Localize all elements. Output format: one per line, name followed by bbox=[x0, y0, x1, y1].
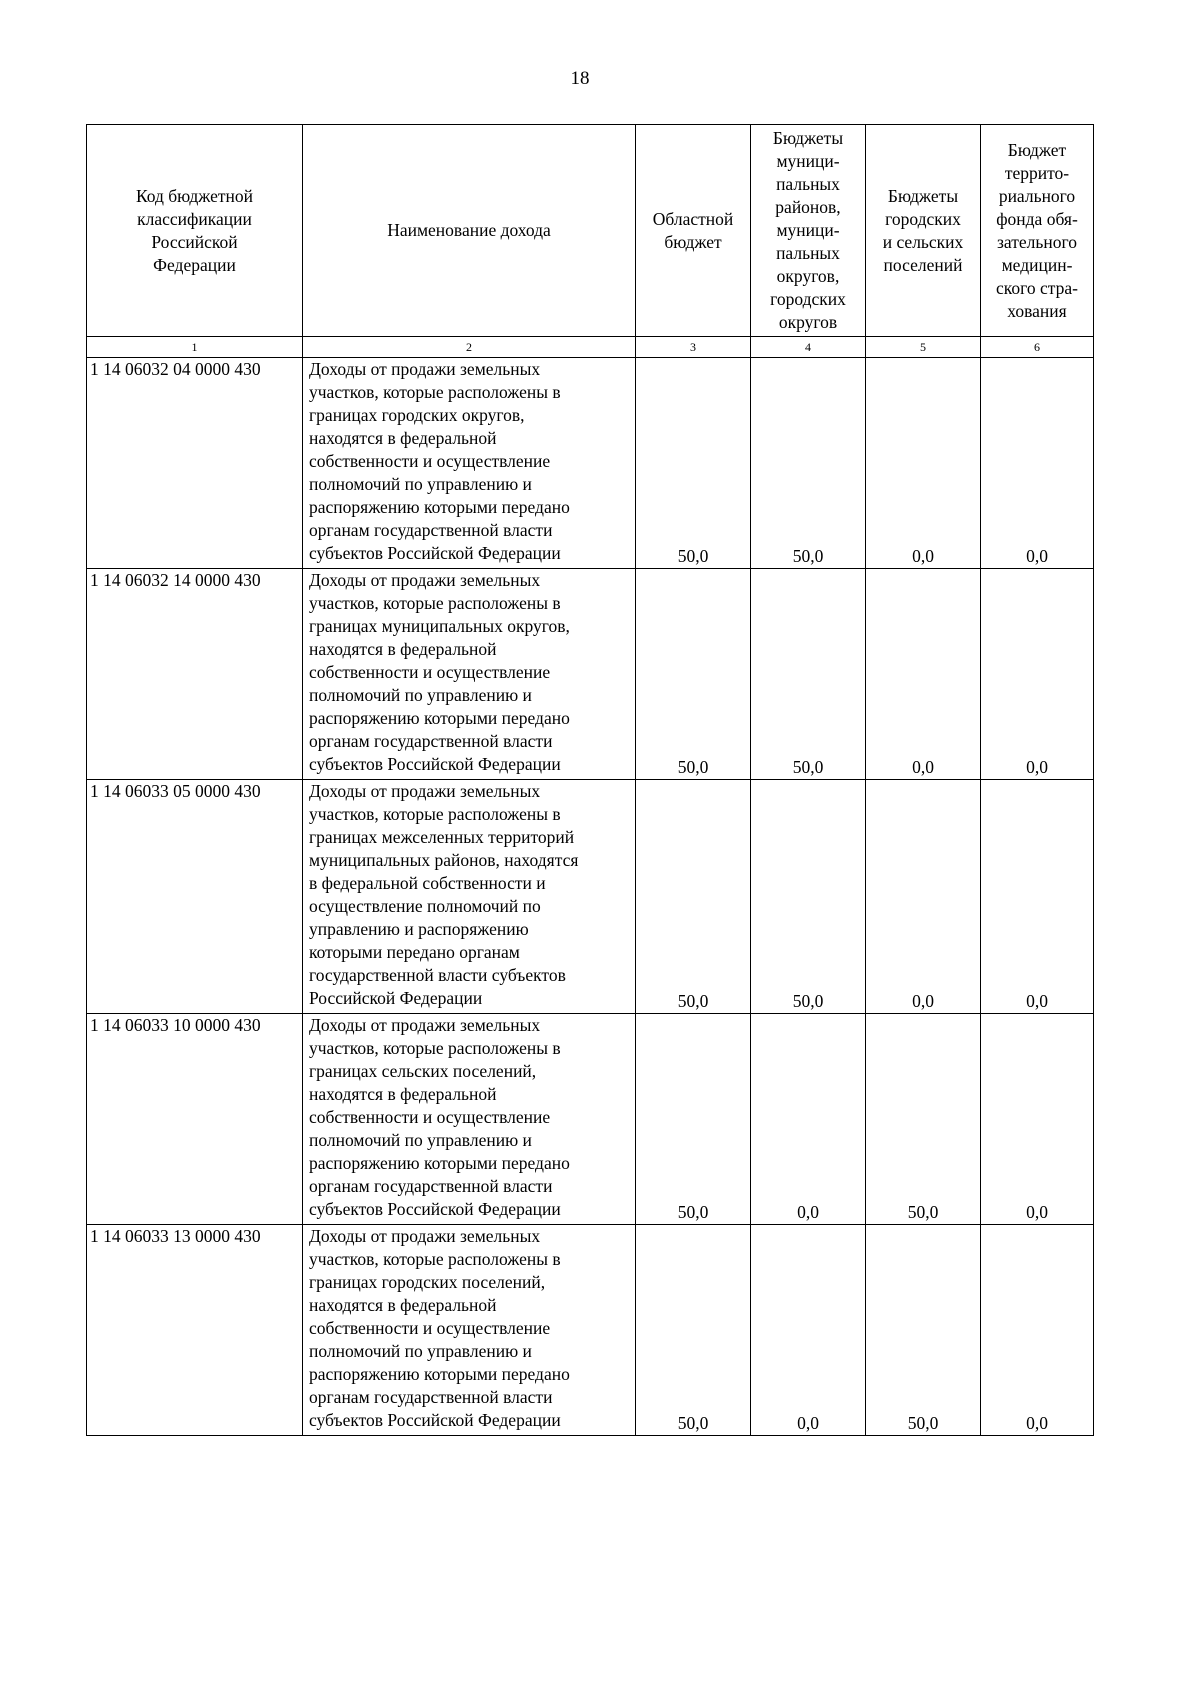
budget-code: 1 14 06032 14 0000 430 bbox=[87, 569, 303, 780]
table-row bbox=[87, 1225, 1094, 1436]
column-number: 6 bbox=[981, 337, 1094, 358]
settlement-budget-value: 0,0 bbox=[866, 569, 981, 780]
medical-fund-value: 0,0 bbox=[981, 1225, 1094, 1436]
header-row bbox=[87, 125, 1094, 337]
table-row bbox=[87, 780, 1094, 1014]
revenue-name: Доходы от продажи земельных участков, которые расположены в границах сельских поселений, находятся в федеральной собственности и осуществление полномочий по управлению и распоряжению которыми передано органам государственной власти субъектов Российской Федерации bbox=[303, 1014, 636, 1225]
column-number-row bbox=[87, 337, 1094, 358]
regional-budget-value: 50,0 bbox=[636, 780, 751, 1014]
medical-fund-value: 0,0 bbox=[981, 569, 1094, 780]
settlement-budget-value: 50,0 bbox=[866, 1225, 981, 1436]
budget-code: 1 14 06032 04 0000 430 bbox=[87, 358, 303, 569]
column-number: 3 bbox=[636, 337, 751, 358]
settlement-budget-value: 0,0 bbox=[866, 780, 981, 1014]
revenue-table bbox=[86, 124, 1094, 1436]
municipal-budget-value: 50,0 bbox=[751, 569, 866, 780]
regional-budget-value: 50,0 bbox=[636, 1225, 751, 1436]
medical-fund-value: 0,0 bbox=[981, 780, 1094, 1014]
header-medical-insurance-fund: Бюджет террито- риального фонда обя- зательного медицин- ского стра- хования bbox=[981, 125, 1094, 337]
medical-fund-value: 0,0 bbox=[981, 1014, 1094, 1225]
table-row bbox=[87, 1014, 1094, 1225]
municipal-budget-value: 0,0 bbox=[751, 1014, 866, 1225]
settlement-budget-value: 0,0 bbox=[866, 358, 981, 569]
settlement-budget-value: 50,0 bbox=[866, 1014, 981, 1225]
header-name: Наименование дохода bbox=[303, 125, 636, 337]
regional-budget-value: 50,0 bbox=[636, 358, 751, 569]
header-settlement-budgets: Бюджеты городских и сельских поселений bbox=[866, 125, 981, 337]
budget-code: 1 14 06033 13 0000 430 bbox=[87, 1225, 303, 1436]
header-municipal-budgets: Бюджеты муници- пальных районов, муници- пальных округов, городских округов bbox=[751, 125, 866, 337]
medical-fund-value: 0,0 bbox=[981, 358, 1094, 569]
column-number: 1 bbox=[87, 337, 303, 358]
regional-budget-value: 50,0 bbox=[636, 1014, 751, 1225]
municipal-budget-value: 50,0 bbox=[751, 358, 866, 569]
revenue-name: Доходы от продажи земельных участков, которые расположены в границах межселенных территорий муниципальных районов, находятся в федеральной собственности и осуществление полномочий по управлению и распоряжению которыми передано органам государственной власти субъектов Российской Федерации bbox=[303, 780, 636, 1014]
header-code: Код бюджетной классификации Российской Федерации bbox=[87, 125, 303, 337]
regional-budget-value: 50,0 bbox=[636, 569, 751, 780]
municipal-budget-value: 50,0 bbox=[751, 780, 866, 1014]
table-row bbox=[87, 358, 1094, 569]
header-regional-budget: Областной бюджет bbox=[636, 125, 751, 337]
municipal-budget-value: 0,0 bbox=[751, 1225, 866, 1436]
revenue-name: Доходы от продажи земельных участков, которые расположены в границах городских округов, находятся в федеральной собственности и осуществление полномочий по управлению и распоряжению которыми передано органам государственной власти субъектов Российской Федерации bbox=[303, 358, 636, 569]
column-number: 4 bbox=[751, 337, 866, 358]
page-number: 18 bbox=[570, 68, 590, 89]
budget-code: 1 14 06033 10 0000 430 bbox=[87, 1014, 303, 1225]
revenue-name: Доходы от продажи земельных участков, которые расположены в границах муниципальных округов, находятся в федеральной собственности и осуществление полномочий по управлению и распоряжению которыми передано органам государственной власти субъектов Российской Федерации bbox=[303, 569, 636, 780]
budget-code: 1 14 06033 05 0000 430 bbox=[87, 780, 303, 1014]
table-row bbox=[87, 569, 1094, 780]
column-number: 5 bbox=[866, 337, 981, 358]
revenue-name: Доходы от продажи земельных участков, которые расположены в границах городских поселений, находятся в федеральной собственности и осуществление полномочий по управлению и распоряжению которыми передано органам государственной власти субъектов Российской Федерации bbox=[303, 1225, 636, 1436]
column-number: 2 bbox=[303, 337, 636, 358]
